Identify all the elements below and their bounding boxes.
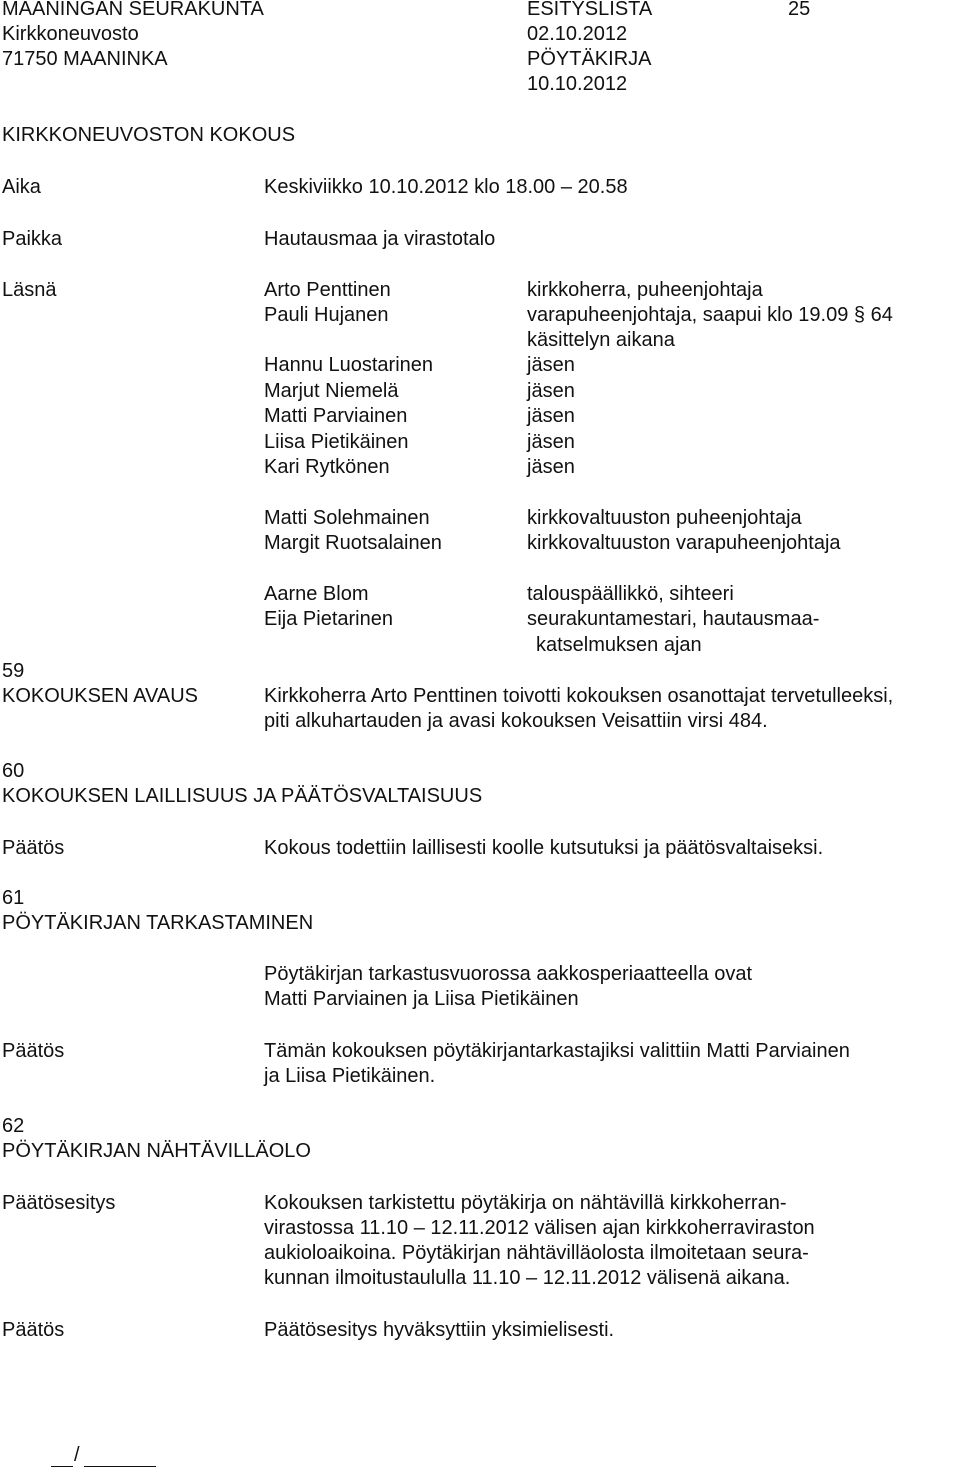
- attendee-role: jäsen: [527, 405, 575, 427]
- proposal-text: aukioloaikoina. Pöytäkirjan nähtävilläolosta ilmoitetaan seura-: [264, 1242, 809, 1264]
- decision-text: Tämän kokouksen pöytäkirjantarkastajiksi valittiin Matti Parviainen: [264, 1040, 850, 1062]
- aika-value: Keskiviikko 10.10.2012 klo 18.00 – 20.58: [264, 176, 628, 198]
- section-text: piti alkuhartauden ja avasi kokouksen Veisattiin virsi 484.: [264, 710, 768, 732]
- decision-text: ja Liisa Pietikäinen.: [264, 1065, 436, 1087]
- initials-line-left: [51, 1466, 73, 1467]
- decision-label: Päätös: [2, 1319, 65, 1341]
- section-number: 62: [2, 1115, 25, 1137]
- lasna-label: Läsnä: [2, 279, 57, 301]
- header-body: Kirkkoneuvosto: [2, 23, 139, 45]
- attendee-name: Aarne Blom: [264, 583, 369, 605]
- decision-label: Päätös: [2, 1040, 65, 1062]
- attendee-name: Matti Parviainen: [264, 405, 408, 427]
- attendee-role: käsittelyn aikana: [527, 329, 675, 351]
- attendee-name: Liisa Pietikäinen: [264, 431, 409, 453]
- section-title: PÖYTÄKIRJAN NÄHTÄVILLÄOLO: [2, 1140, 311, 1162]
- section-number: 60: [2, 760, 25, 782]
- attendee-role: katselmuksen ajan: [536, 634, 702, 656]
- header-minutes-date: 10.10.2012: [527, 73, 628, 95]
- attendee-role: talouspäällikkö, sihteeri: [527, 583, 734, 605]
- attendee-role: kirkkovaltuuston puheenjohtaja: [527, 507, 802, 529]
- section-title: KOKOUKSEN AVAUS: [2, 685, 198, 707]
- attendee-role: varapuheenjohtaja, saapui klo 19.09 § 64: [527, 304, 893, 326]
- attendee-role: jäsen: [527, 456, 575, 478]
- header-address: 71750 MAANINKA: [2, 48, 168, 70]
- proposal-text: virastossa 11.10 – 12.11.2012 välisen ajan kirkkoherraviraston: [264, 1217, 815, 1239]
- attendee-role: jäsen: [527, 354, 575, 376]
- proposal-label: Päätösesitys: [2, 1192, 116, 1214]
- page-number: 25: [788, 0, 811, 20]
- attendee-name: Matti Solehmainen: [264, 507, 430, 529]
- attendee-role: jäsen: [527, 431, 575, 453]
- proposal-text: Kokouksen tarkistettu pöytäkirja on nähtävillä kirkkoherran-: [264, 1192, 787, 1214]
- attendee-name: Marjut Niemelä: [264, 380, 399, 402]
- paikka-label: Paikka: [2, 228, 63, 250]
- attendee-role: jäsen: [527, 380, 575, 402]
- section-text: Matti Parviainen ja Liisa Pietikäinen: [264, 988, 579, 1010]
- attendee-role: kirkkovaltuuston varapuheenjohtaja: [527, 532, 841, 554]
- attendee-role: kirkkoherra, puheenjohtaja: [527, 279, 763, 301]
- initials-line-right: [84, 1466, 156, 1467]
- section-text: Pöytäkirjan tarkastusvuorossa aakkosperiaatteella ovat: [264, 963, 753, 985]
- aika-label: Aika: [2, 176, 41, 198]
- paikka-value: Hautausmaa ja virastotalo: [264, 228, 496, 250]
- decision-label: Päätös: [2, 837, 65, 859]
- header-list-date: 02.10.2012: [527, 23, 628, 45]
- initials-separator: /: [74, 1444, 80, 1466]
- attendee-name: Kari Rytkönen: [264, 456, 390, 478]
- section-number: 59: [2, 660, 25, 682]
- decision-text: Kokous todettiin laillisesti koolle kutsutuksi ja päätösvaltaiseksi.: [264, 837, 824, 859]
- attendee-name: Eija Pietarinen: [264, 608, 393, 630]
- attendee-name: Arto Penttinen: [264, 279, 391, 301]
- attendee-name: Pauli Hujanen: [264, 304, 389, 326]
- section-text: Kirkkoherra Arto Penttinen toivotti kokouksen osanottajat tervetulleeksi,: [264, 685, 894, 707]
- header-list-label: ESITYSLISTA: [527, 0, 653, 20]
- attendee-role: seurakuntamestari, hautausmaa-: [527, 608, 820, 630]
- attendee-name: Hannu Luostarinen: [264, 354, 434, 376]
- header-minutes-label: PÖYTÄKIRJA: [527, 48, 652, 70]
- attendee-name: Margit Ruotsalainen: [264, 532, 442, 554]
- proposal-text: kunnan ilmoitustaululla 11.10 – 12.11.2012 välisenä aikana.: [264, 1267, 791, 1289]
- decision-text: Päätösesitys hyväksyttiin yksimielisesti.: [264, 1319, 615, 1341]
- section-number: 61: [2, 887, 25, 909]
- section-title: KOKOUKSEN LAILLISUUS JA PÄÄTÖSVALTAISUUS: [2, 785, 483, 807]
- meeting-title: KIRKKONEUVOSTON KOKOUS: [2, 124, 296, 146]
- section-title: PÖYTÄKIRJAN TARKASTAMINEN: [2, 912, 314, 934]
- header-org: MAANINGAN SEURAKUNTA: [2, 0, 264, 20]
